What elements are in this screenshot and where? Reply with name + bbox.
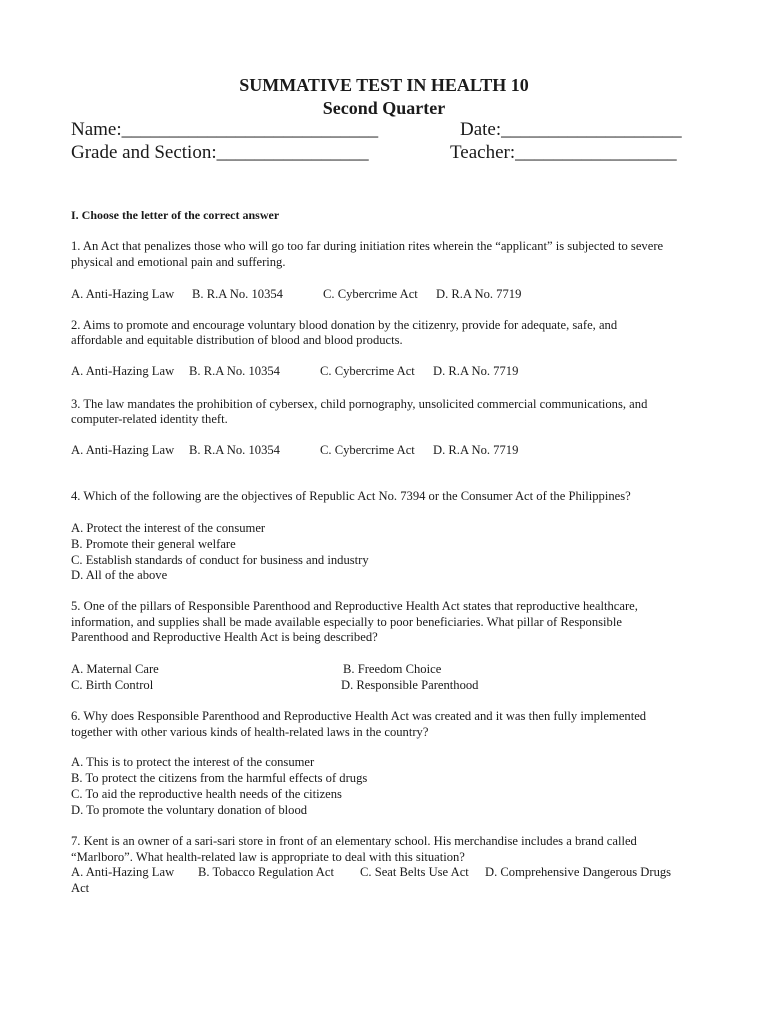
question-7-text-cont: “Marlboro”. What health-related law is appropriate to deal with this situation? (71, 850, 465, 864)
question-5-text-cont2: Parenthood and Reproductive Health Act is being described? (71, 630, 378, 644)
question-6-text-cont: together with other various kinds of health-related laws in the country? (71, 725, 429, 739)
question-2-text: 2. Aims to promote and encourage voluntary blood donation by the citizenry, provide for adequate, safe, and (71, 318, 618, 332)
q3-option-d: D. R.A No. 7719 (433, 443, 519, 457)
question-3-text-cont: computer-related identity theft. (71, 412, 228, 426)
q6-option-d: D. To promote the voluntary donation of blood (71, 803, 308, 817)
teacher-field: Teacher:_________________ (450, 142, 677, 163)
question-7-text: 7. Kent is an owner of a sari-sari store in front of an elementary school. His merchandise includes a brand called (71, 834, 637, 848)
q7-option-d-cont: Act (71, 881, 90, 895)
q6-option-c: C. To aid the reproductive health needs of the citizens (71, 787, 342, 801)
date-field: Date:___________________ (460, 119, 682, 140)
q3-option-c: C. Cybercrime Act (320, 443, 415, 457)
question-2-text-cont: affordable and equitable distribution of blood and blood products. (71, 333, 403, 347)
q5-option-d: D. Responsible Parenthood (341, 678, 479, 692)
q2-option-a: A. Anti-Hazing Law (71, 364, 175, 378)
q5-option-c: C. Birth Control (71, 678, 154, 692)
q4-option-b: B. Promote their general welfare (71, 537, 236, 551)
q3-option-a: A. Anti-Hazing Law (71, 443, 175, 457)
question-5-text: 5. One of the pillars of Responsible Parenthood and Reproductive Health Act states that reproductive healthcare, (71, 599, 638, 613)
q7-option-a: A. Anti-Hazing Law (71, 865, 175, 879)
question-6-text: 6. Why does Responsible Parenthood and Reproductive Health Act was created and it was then fully implemented (71, 709, 647, 723)
q6-option-a: A. This is to protect the interest of the consumer (71, 755, 315, 769)
q1-option-b: B. R.A No. 10354 (192, 287, 283, 301)
q7-option-d: D. Comprehensive Dangerous Drugs (485, 865, 672, 879)
q5-option-a: A. Maternal Care (71, 662, 159, 676)
section-title: I. Choose the letter of the correct answer (71, 208, 280, 222)
q7-option-b: B. Tobacco Regulation Act (198, 865, 334, 879)
page-subtitle: Second Quarter (322, 98, 446, 118)
q1-option-a: A. Anti-Hazing Law (71, 287, 175, 301)
q4-option-a: A. Protect the interest of the consumer (71, 521, 266, 535)
q3-option-b: B. R.A No. 10354 (189, 443, 280, 457)
grade-section-field: Grade and Section:________________ (71, 142, 369, 163)
question-1-text-cont: physical and emotional pain and suffering. (71, 255, 286, 269)
question-3-text: 3. The law mandates the prohibition of cybersex, child pornography, unsolicited commercial communications, and (71, 397, 648, 411)
q2-option-c: C. Cybercrime Act (320, 364, 415, 378)
q1-option-d: D. R.A No. 7719 (436, 287, 522, 301)
page-title: SUMMATIVE TEST IN HEALTH 10 (239, 75, 529, 95)
q5-option-b: B. Freedom Choice (343, 662, 442, 676)
q1-option-c: C. Cybercrime Act (323, 287, 418, 301)
q7-option-c: C. Seat Belts Use Act (360, 865, 469, 879)
question-1-text: 1. An Act that penalizes those who will go too far during initiation rites wherein the “applicant” is subjected to severe (71, 239, 664, 253)
q2-option-b: B. R.A No. 10354 (189, 364, 280, 378)
name-field: Name:___________________________ (71, 119, 379, 140)
question-5-text-cont: information, and supplies shall be made available especially to poor beneficiaries. What pillar of Responsible (71, 615, 622, 629)
q4-option-d: D. All of the above (71, 568, 168, 582)
q4-option-c: C. Establish standards of conduct for business and industry (71, 553, 369, 567)
q2-option-d: D. R.A No. 7719 (433, 364, 519, 378)
q6-option-b: B. To protect the citizens from the harmful effects of drugs (71, 771, 368, 785)
question-4-text: 4. Which of the following are the objectives of Republic Act No. 7394 or the Consumer Act of the Philippines? (71, 489, 631, 503)
